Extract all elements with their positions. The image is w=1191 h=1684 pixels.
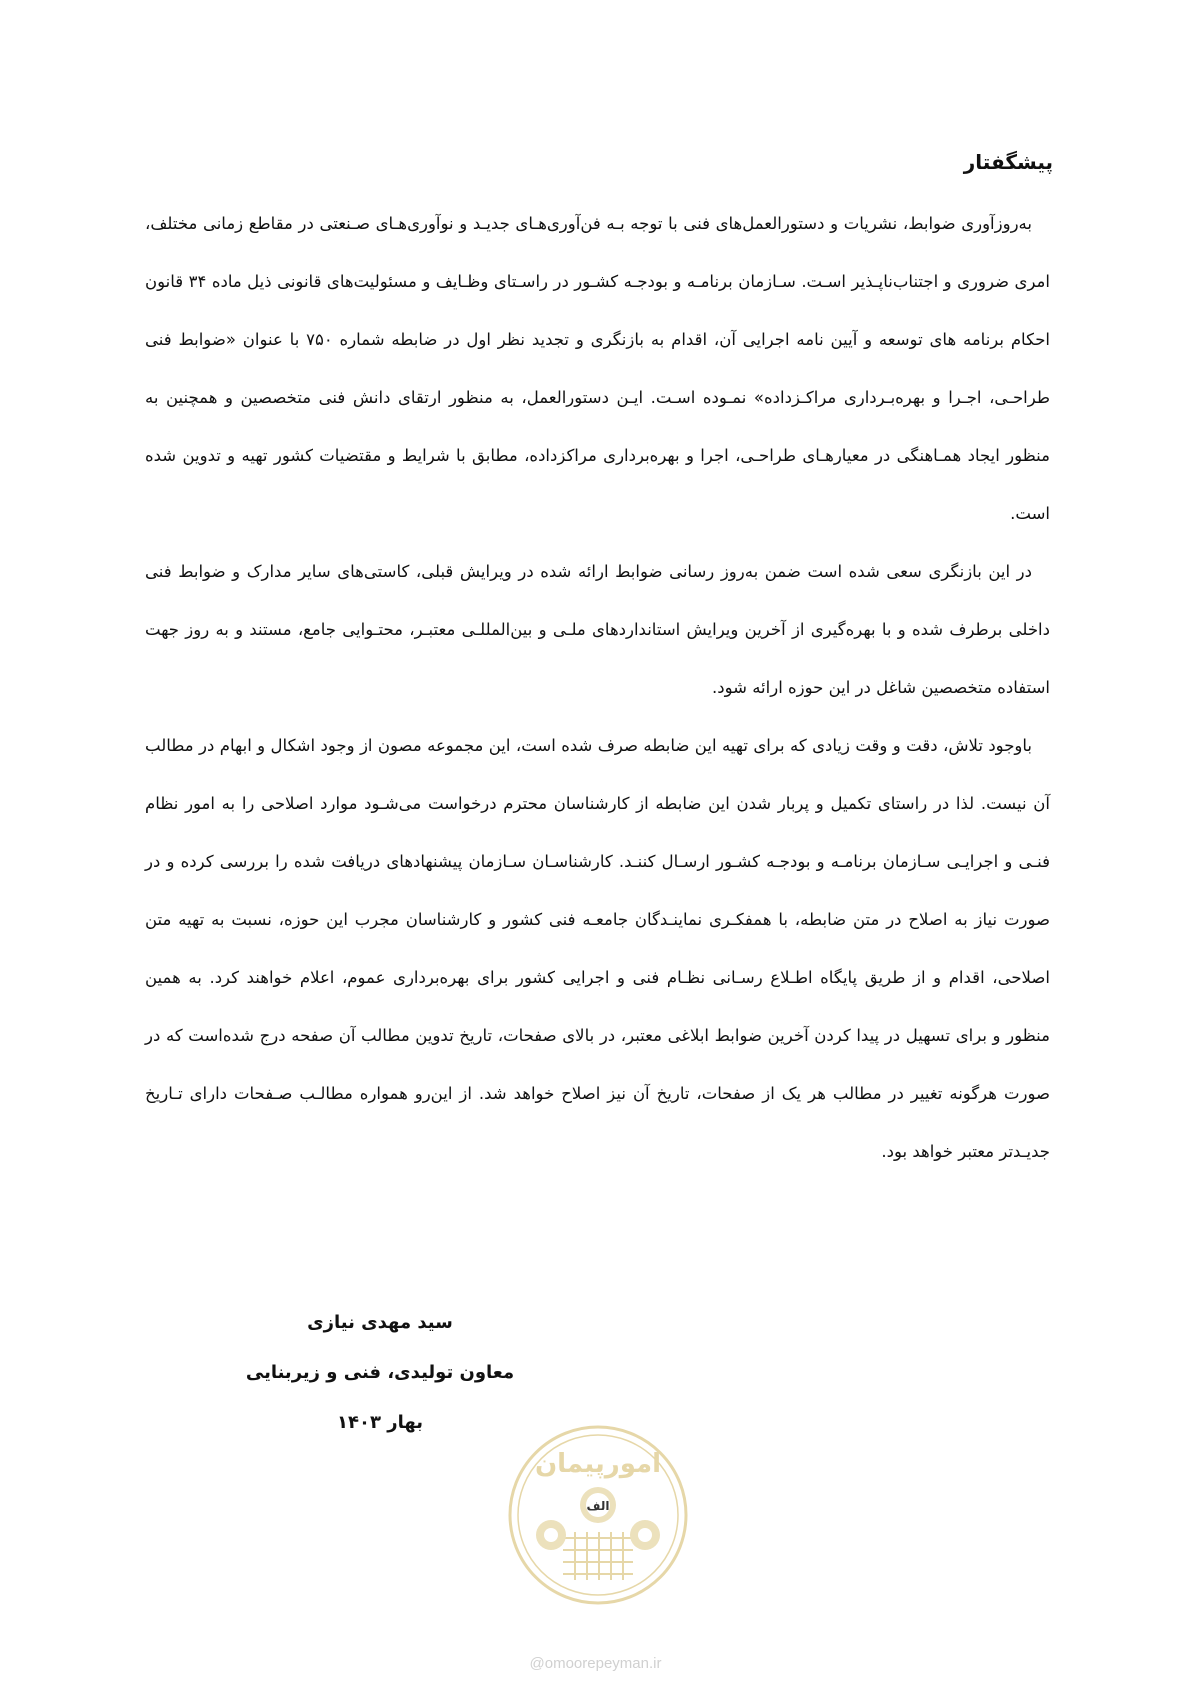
signature-block xyxy=(230,1298,530,1448)
signature-date: بهار ۱۴۰۳ xyxy=(337,1412,423,1433)
signatory-position: معاون تولیدی، فنی و زیربنایی xyxy=(245,1362,515,1383)
website-watermark: @omoorepeyman.ir xyxy=(529,1655,662,1672)
paragraph-1: به‌روزآوری ضوابط، نشریات و دستورالعمل‌های فنی با توجه بـه فن‌آوری‌هـای جدیـد و نوآوری‌هـای صـنعتی در مقاطع زمانی مختلف، امری ضروری و اجتناب‌ناپـذیر اسـت. سـازمان برنامـه و بودجـه کشـور در راسـتای وظـایف و مسئولیت‌های قانونی ذیل ماده ۳۴ قانون احکام برنامه های توسعه و آیین نامه اجرایی آن، اقدام به بازنگری و تجدید نظر اول در ضابطه شماره ۷۵۰ با عنوان «ضوابط فنی طراحـی، اجـرا و بهره‌بـرداری مراکـزداده» نمـوده اسـت. ایـن دستورالعمل، به منظور ارتقای دانش فنی متخصصین و همچنین به منظور ایجاد همـاهنگی در معیارهـای طراحـی، اجرا و بهره‌برداری مراکزداده، مطابق با شرایط و مقتضیات کشور تهیه و تدوین شده است. xyxy=(145,214,1050,523)
paragraph-2: در این بازنگری سعی شده است ضمن به‌روز رسانی ضوابط ارائه شده در ویرایش قبلی، کاستی‌های سایر مدارک و ضوابط فنی داخلی برطرف شده و با بهره‌گیری از آخرین ویرایش استانداردهای ملـی و بین‌المللـی معتبـر، محتـوایی جامع، مستند و به روز جهت استفاده متخصصین شاغل در این حوزه ارائه شود. xyxy=(145,562,1050,697)
paragraph-3: باوجود تلاش، دقت و وقت زیادی که برای تهیه این ضابطه صرف شده است، این مجموعه مصون از وجود اشکال و ابهام در مطالب آن نیست. لذا در راستای تکمیل و پربار شدن این ضابطه از کارشناسان محترم درخواست می‌شـود موارد اصلاحی را به امور نظام فنـی و اجرایـی سـازمان برنامـه و بودجـه کشـور ارسـال کننـد. کارشناسـان سـازمان پیشنهادهای دریافت شده را بررسی کرده و در صورت نیاز به اصلاح در متن ضابطه، با همفکـری نماینـدگان جامعـه فنی کشور و کارشناسان مجرب این حوزه، نسبت به تهیه متن اصلاحی، اقدام و از طریق پایگاه اطـلاع رسـانی نظـام فنی و اجرایی کشور برای بهره‌برداری عموم، اعلام خواهند کرد. به همین منظور و برای تسهیل در پیدا کردن آخرین ضوابط ابلاغی معتبر، در بالای صفحات، تاریخ تدوین مطالب آن صفحه درج شده‌است که در صورت هرگونه تغییر در مطالب هر یک از صفحات، تاریخ آن نیز اصلاح خواهد شد. از این‌رو همواره مطالـب صـفحات دارای تـاریخ جدیـدتر معتبر خواهد بود. xyxy=(145,736,1050,1161)
body-text xyxy=(145,195,1050,1181)
stamp-center-label: الف xyxy=(586,1499,610,1513)
stamp-title: امورپیمان xyxy=(534,1449,662,1479)
page-heading: پیشگفتار xyxy=(963,150,1053,174)
signatory-name: سید مهدی نیازی xyxy=(307,1312,453,1333)
seal-stamp-icon xyxy=(503,1420,693,1610)
